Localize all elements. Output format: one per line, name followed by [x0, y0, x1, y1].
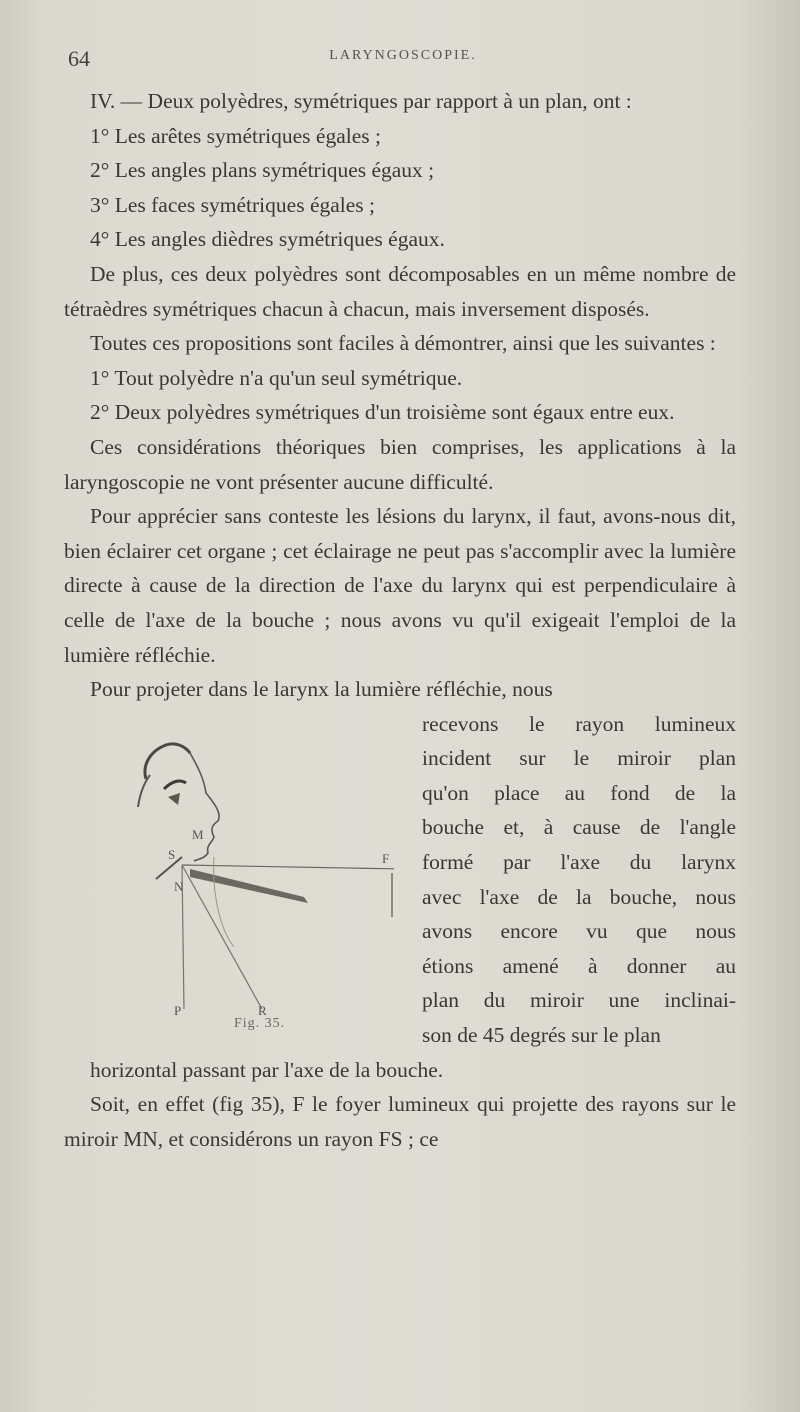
neck-outline	[214, 857, 234, 947]
paragraph: Pour apprécier sans conteste les lésions du larynx, il faut, avons-nous dit, bien éclairer cet organe ; cet éclairage ne peut pas s'accomplir avec la lumière directe à cause de la direction de l'axe du larynx qui est perpendiculaire à celle de l'axe de la bouche ; nous avons vu qu'il exigeait l'emploi de la lumière réfléchie.	[64, 504, 736, 667]
instrument-handle	[190, 869, 308, 903]
list-item: 3° Les faces symétriques égales ;	[90, 192, 376, 217]
wrapped-paragraph-lines	[422, 707, 736, 1053]
paragraph-theorem-iv: IV. — Deux polyèdres, symétriques par rapport à un plan, ont :	[90, 89, 632, 113]
list-item: 1° Tout polyèdre n'a qu'un seul symétrique.	[90, 365, 463, 390]
head-outline	[145, 744, 190, 779]
paragraph-first-line: Pour projeter dans le larynx la lumière réfléchie, nous	[90, 677, 553, 702]
page-number: 64	[68, 46, 90, 71]
fig-letter-p: P	[174, 1002, 182, 1018]
paragraph: De plus, ces deux polyèdres sont décomposables en un même nombre de tétraèdres symétriques chacun à chacun, mais inversement disposés.	[64, 261, 736, 321]
fig-letter-f: F	[382, 850, 390, 866]
figure-caption: Fig. 35.	[234, 1015, 286, 1031]
paragraph-continuation: horizontal passant par l'axe de la bouche.	[90, 1057, 444, 1082]
paragraph: Soit, en effet (fig 35), F le foyer lumineux qui projette des rayons sur le miroir MN, et considérons un rayon FS ; ce	[64, 1092, 736, 1151]
figure-with-wrapped-text	[64, 707, 736, 1053]
fig-letter-r: R	[258, 1002, 267, 1018]
eyebrow	[164, 781, 186, 789]
paragraph: Toutes ces propositions sont faciles à démontrer, ainsi que les suivantes :	[90, 331, 716, 356]
mirror-diagram	[94, 717, 394, 1047]
paragraph: Ces considérations théoriques bien comprises, les applications à la laryngoscopie ne vont présenter aucune difficulté.	[64, 434, 736, 494]
face-profile	[190, 753, 219, 861]
figure-35	[94, 717, 394, 1047]
text-line: recevons le rayon lumineux	[422, 711, 736, 736]
running-title: LARYNGOSCOPIE.	[329, 48, 477, 63]
eye	[168, 793, 180, 805]
fig-letter-s: S	[168, 846, 176, 862]
text-line: avons encore vu que nous	[422, 919, 736, 944]
page-text	[64, 84, 736, 1156]
list-item: 2° Deux polyèdres symétriques d'un troisième sont égaux entre eux.	[90, 400, 675, 425]
hair-stroke	[138, 775, 150, 807]
fig-letter-m: M	[192, 826, 204, 842]
list-item: 4° Les angles dièdres symétriques égaux.	[90, 227, 445, 252]
text-line: formé par l'axe du larynx	[422, 850, 736, 875]
text-line: avec l'axe de la bouche, nous	[422, 884, 736, 909]
list-item: 1° Les arêtes symétriques égales ;	[90, 123, 381, 148]
page-header	[68, 40, 738, 80]
list-item: 2° Les angles plans symétriques égaux ;	[90, 158, 435, 183]
text-line: incident sur le miroir plan	[422, 746, 736, 771]
text-line: plan du miroir une inclinai-	[422, 988, 736, 1013]
text-line: qu'on place au fond de la	[422, 780, 736, 805]
fig-letter-n: N	[174, 878, 184, 894]
text-line: bouche et, à cause de l'angle	[422, 815, 736, 840]
text-line: son de 45 degrés sur le plan	[422, 1023, 661, 1048]
text-line: étions amené à donner au	[422, 953, 736, 978]
